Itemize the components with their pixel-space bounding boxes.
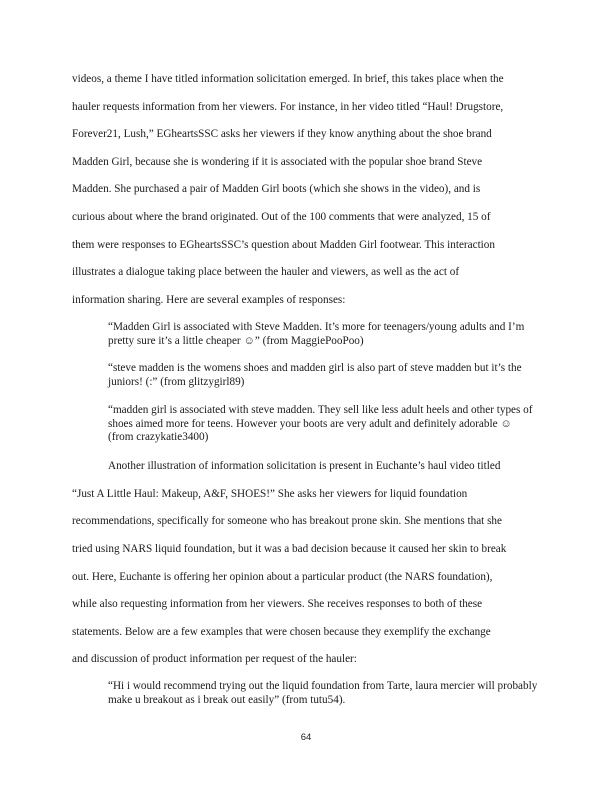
body-text-line: while also requesting information from her viewers. She receives responses to both of these xyxy=(72,598,483,610)
body-text-line: recommendations, specifically for someone who has breakout prone skin. She mentions that she xyxy=(72,515,502,527)
body-text-line: tried using NARS liquid foundation, but it was a bad decision because it caused her skin to break xyxy=(72,543,507,555)
body-text-line: hauler requests information from her viewers. For instance, in her video titled “Haul! Drugstore, xyxy=(72,101,504,113)
body-text-line: videos, a theme I have titled information solicitation emerged. In brief, this takes place when the xyxy=(72,73,504,85)
body-text-line: information sharing. Here are several examples of responses: xyxy=(72,294,346,306)
body-text-line: “Just A Little Haul: Makeup, A&F, SHOES!” She asks her viewers for liquid foundation xyxy=(72,488,468,500)
block-quote: “steve madden is the womens shoes and madden girl is also part of steve madden but it’s the juniors! (:” (from glitzygirl89) xyxy=(108,362,522,388)
block-quote: “madden girl is associated with steve madden. They sell like less adult heels and other types of shoes aimed more for teens. However your boots are very adult and definitely adorable ☺ (from crazykatie3400) xyxy=(108,404,533,443)
block-quote: “Hi i would recommend trying out the liquid foundation from Tarte, laura mercier will probably make u breakout as i break out easily” (from tutu54). xyxy=(108,680,538,706)
body-text-line: illustrates a dialogue taking place between the hauler and viewers, as well as the act of xyxy=(72,266,460,278)
body-text-line: statements. Below are a few examples that were chosen because they exemplify the exchange xyxy=(72,626,491,638)
body-text-line: Forever21, Lush,” EGheartsSSC asks her viewers if they know anything about the shoe brand xyxy=(72,128,492,140)
page-number: 64 xyxy=(300,732,312,743)
body-text-line: curious about where the brand originated. Out of the 100 comments that were analyzed, 15 of xyxy=(72,211,491,223)
body-text-line: and discussion of product information per request of the hauler: xyxy=(72,653,357,665)
block-quote: “Madden Girl is associated with Steve Madden. It’s more for teenagers/young adults and I’m pretty sure it’s a little cheaper ☺” (from MaggiePooPoo) xyxy=(108,321,525,347)
body-text-line: Madden Girl, because she is wondering if it is associated with the popular shoe brand Steve xyxy=(72,156,483,168)
body-text-line: Another illustration of information solicitation is present in Euchante’s haul video titled xyxy=(108,460,501,472)
body-text-line: Madden. She purchased a pair of Madden Girl boots (which she shows in the video), and is xyxy=(72,183,481,195)
body-text-line: them were responses to EGheartsSSC’s question about Madden Girl footwear. This interaction xyxy=(72,239,495,251)
body-text-line: out. Here, Euchante is offering her opinion about a particular product (the NARS foundation), xyxy=(72,571,493,583)
